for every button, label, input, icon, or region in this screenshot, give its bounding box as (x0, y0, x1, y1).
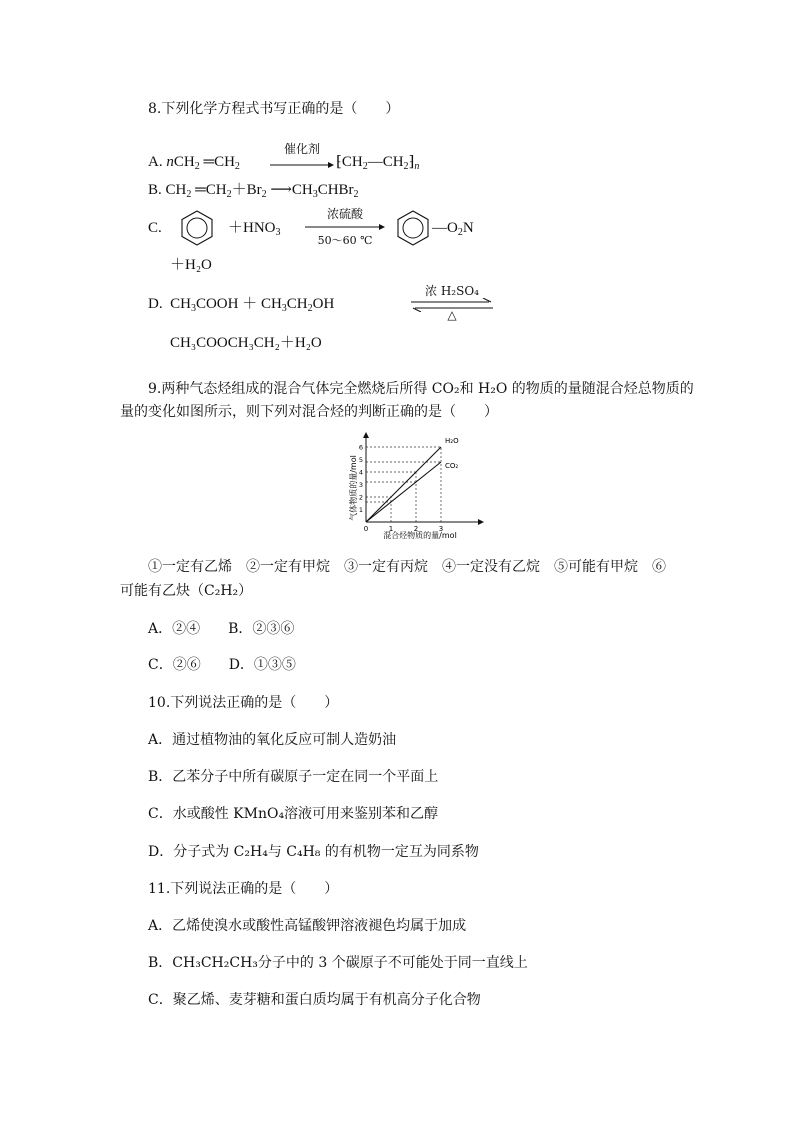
y-tick-label: 6 (358, 443, 363, 452)
q8-c-reagent: $+HNO_3$ (228, 220, 281, 238)
q8-a-product: $⁅CH_2—CH_2⁆_n$ (336, 154, 420, 172)
series-label: CO₂ (445, 462, 459, 470)
q8-d-products: CH₃COOCH₃CH₂＋H₂O (170, 335, 322, 351)
series-line (366, 447, 441, 522)
q8-a-label: A. (148, 154, 163, 170)
q8-c-arrow (305, 205, 385, 249)
q11-stem: 11.下列说法正确的是（ ） (148, 881, 339, 897)
series-line (366, 462, 441, 522)
y-tick-label: 4 (358, 468, 363, 477)
y-tick-label: 1 (358, 506, 363, 514)
y-tick-label: 3 (358, 481, 363, 489)
q10-option-b: B．乙苯分子中所有碳原子一定在同一个平面上 (148, 769, 439, 785)
q8-c-reagent-text: ＋HNO (228, 220, 276, 236)
y-tick-label: 2 (358, 493, 363, 502)
q8-d-cond-bottom: △ (447, 308, 457, 322)
chart-xlabel: 混合烃物质的量/mol (383, 531, 457, 540)
q8-d-cond-top: 浓 H₂SO₄ (425, 284, 479, 298)
q8-a-catalyst: 催化剂 (283, 142, 320, 156)
q10-stem: 10.下列说法正确的是（ ） (148, 695, 339, 711)
chart-series-group (366, 437, 459, 522)
q8-c-group: —O (432, 220, 458, 236)
q9-options-line2: 可能有乙炔（C₂H₂） (120, 583, 253, 599)
benzene-ring-icon (177, 208, 217, 248)
x-tick-label: 1 (388, 525, 394, 533)
q10-option-c: C．水或酸性 KMnO₄溶液可用来鉴别苯和乙醇 (148, 806, 439, 822)
q8-c-label: C. (148, 220, 162, 236)
q9-stem-line1: 9.两种气态烃组成的混合气体完全燃烧后所得 CO₂和 H₂O 的物质的量随混合烃总物质的 (148, 381, 694, 397)
y-axis-arrow-icon (363, 432, 369, 438)
x-tick-label: 2 (413, 525, 419, 533)
q8-c-cond-bottom: 50～60 ℃ (317, 234, 373, 247)
q11-option-c: C．聚乙烯、麦芽糖和蛋白质均属于有机高分子化合物 (148, 992, 481, 1008)
q10-option-a: A．通过植物油的氧化反应可制人造奶油 (148, 732, 397, 748)
chart-ylabel: 气体物质的量/mol (349, 455, 358, 521)
q8-c-cond-top: 浓硫酸 (326, 207, 363, 221)
q9-choice-cd: C．②⑥ D．①③⑤ (148, 657, 296, 673)
benzene-ring-icon (393, 208, 433, 248)
q8-option-d: D. $CH_3COOH + CH_3CH_2OH$ (148, 296, 335, 314)
q10-option-d: D．分子式为 C₂H₄与 C₄H₈ 的有机物一定互为同系物 (148, 844, 479, 860)
arrow-icon (305, 223, 385, 231)
q8-c-water: ＋H₂O (170, 257, 212, 273)
q8-d-arrow (411, 282, 493, 324)
q11-option-b: B．CH₃CH₂CH₃分子中的 3 个碳原子不可能处于同一直线上 (148, 955, 528, 971)
q11-option-a: A．乙烯使溴水或酸性高锰酸钾溶液褪色均属于加成 (148, 918, 467, 934)
q8-b-label: B. (148, 182, 162, 198)
q8-c-n: N (462, 220, 474, 236)
q9-choice-ab: A．②④ B．②③⑥ (148, 621, 295, 637)
q8-stem: 8.下列化学方程式书写正确的是（ ） (148, 101, 400, 117)
x-axis-arrow-icon (478, 519, 484, 525)
q8-a-arrow (270, 140, 334, 174)
q8-option-a: A. nCH$_2$ $═CH_2$ (148, 154, 240, 172)
series-label: H₂O (445, 437, 459, 445)
arrow-icon (270, 160, 334, 170)
q9-stem-line2: 量的变化如图所示，则下列对混合烃的判断正确的是（ ） (120, 404, 498, 420)
q8-c-product: $—O_2N$ (432, 220, 474, 238)
q8-option-b: B. $CH_2$ $═CH_2+Br_2$ $⟶CH_3CHBr_2$ (148, 182, 359, 200)
q8-d-label: D. (148, 296, 163, 312)
q9-options-line1: ①一定有乙烯 ②一定有甲烷 ③一定有丙烷 ④一定没有乙烷 ⑤可能有甲烷 ⑥ (148, 559, 666, 575)
x-tick-label: 3 (438, 525, 444, 533)
y-tick-label: 5 (358, 456, 363, 464)
q9-chart (338, 432, 488, 540)
x-tick-label: 0 (363, 525, 369, 533)
